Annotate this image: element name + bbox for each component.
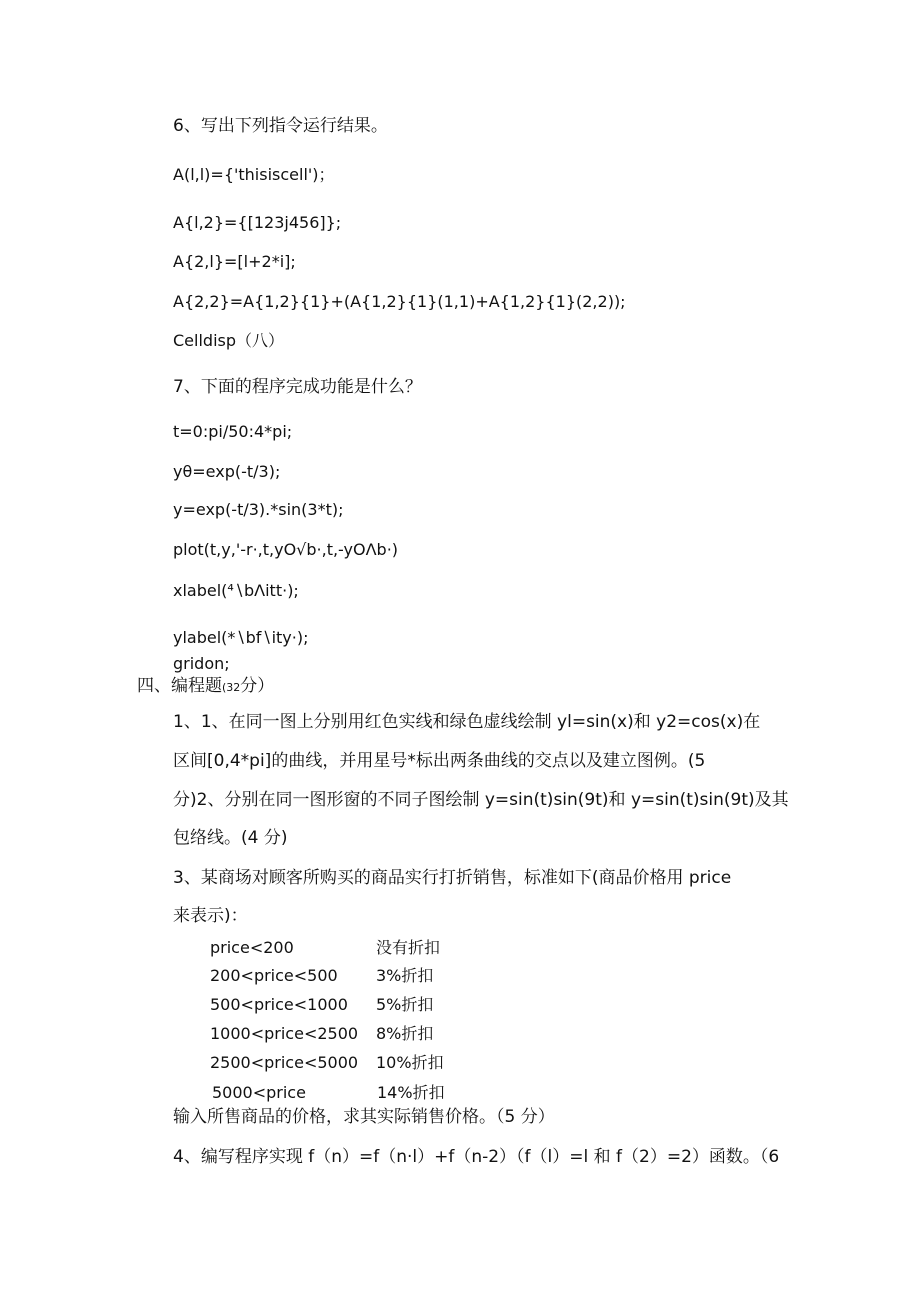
discount-condition: 500<price<1000: [210, 995, 348, 1014]
p3-line-2: 来表示)：: [173, 906, 248, 926]
q7-code-line-1: t=0:pi/50:4*pi;: [173, 422, 293, 441]
q7-title: 7、下面的程序完成功能是什么？: [173, 377, 422, 397]
discount-condition: 200<price<500: [210, 966, 338, 985]
p3-closing: 输入所售商品的价格，求其实际销售价格。（5 分）: [173, 1107, 555, 1127]
p1-line-4: 包络线。(4 分): [173, 828, 288, 848]
q6-code-line-5: Celldisp（八）: [173, 331, 285, 350]
discount-rate: 10%折扣: [376, 1053, 444, 1072]
q6-title: 6、写出下列指令运行结果。: [173, 116, 388, 136]
section-4-heading: [137, 675, 274, 699]
p4-line-1: 4、编写程序实现 f（n）=f（n·l）+f（n-2）（f（l）=l 和 f（2）=2）函数。（6: [173, 1147, 780, 1167]
q7-code-line-3: y=exp(-t∕3).*sin(3*t);: [173, 500, 344, 519]
q7-code-line-2: yθ=exp(-t∕3);: [173, 462, 281, 481]
q6-code-line-1: A(l,l)={'thisiscell')；: [173, 165, 335, 184]
q6-code-line-3: A{2,l}=[l+2*i];: [173, 252, 296, 271]
discount-rate: 8%折扣: [376, 1024, 434, 1043]
q7-code-line-5: xlabel(⁴∖bΛitt·);: [173, 581, 299, 600]
discount-rate: 3%折扣: [376, 966, 434, 985]
discount-condition: 5000<price: [212, 1083, 306, 1102]
q7-code-line-7: gridon;: [173, 654, 230, 673]
p3-line-1: 3、某商场对顾客所购买的商品实行打折销售，标准如下(商品价格用 price: [173, 868, 732, 888]
discount-condition: 2500<price<5000: [210, 1053, 359, 1072]
discount-rate: 5%折扣: [376, 995, 434, 1014]
discount-rate: 14%折扣: [377, 1083, 445, 1102]
p1-line-2: 区间[0,4*pi]的曲线，并用星号*标出两条曲线的交点以及建立图例。(5: [173, 751, 706, 771]
section-4-score-unit: 分）: [240, 676, 275, 696]
section-4-title: 四、编程题: [137, 676, 222, 696]
section-4-score: (32: [222, 681, 241, 694]
discount-rate: 没有折扣: [376, 938, 441, 957]
discount-condition: price<200: [210, 938, 294, 957]
p1-line-1: 1、1、在同一图上分别用红色实线和绿色虚线绘制 yl=sin(x)和 y2=cos(x)在: [173, 712, 761, 732]
q6-code-line-4: A{2,2}=A{1,2}{1}+(A{1,2}{1}(1,1)+A{1,2}{1}(2,2));: [173, 292, 626, 311]
q7-code-line-4: plot(t,y,'-r·,t,yO√b·,t,-yOΛb·): [173, 540, 399, 559]
discount-condition: 1000<price<2500: [210, 1024, 359, 1043]
p1-line-3: 分)2、分别在同一图形窗的不同子图绘制 y=sin(t)sin(9t)和 y=sin(t)sin(9t)及其: [173, 790, 789, 810]
q6-code-line-2: A{l,2}={[123j456]};: [173, 213, 342, 232]
q7-code-line-6: ylabel(*∖bf∖ity·);: [173, 628, 309, 647]
